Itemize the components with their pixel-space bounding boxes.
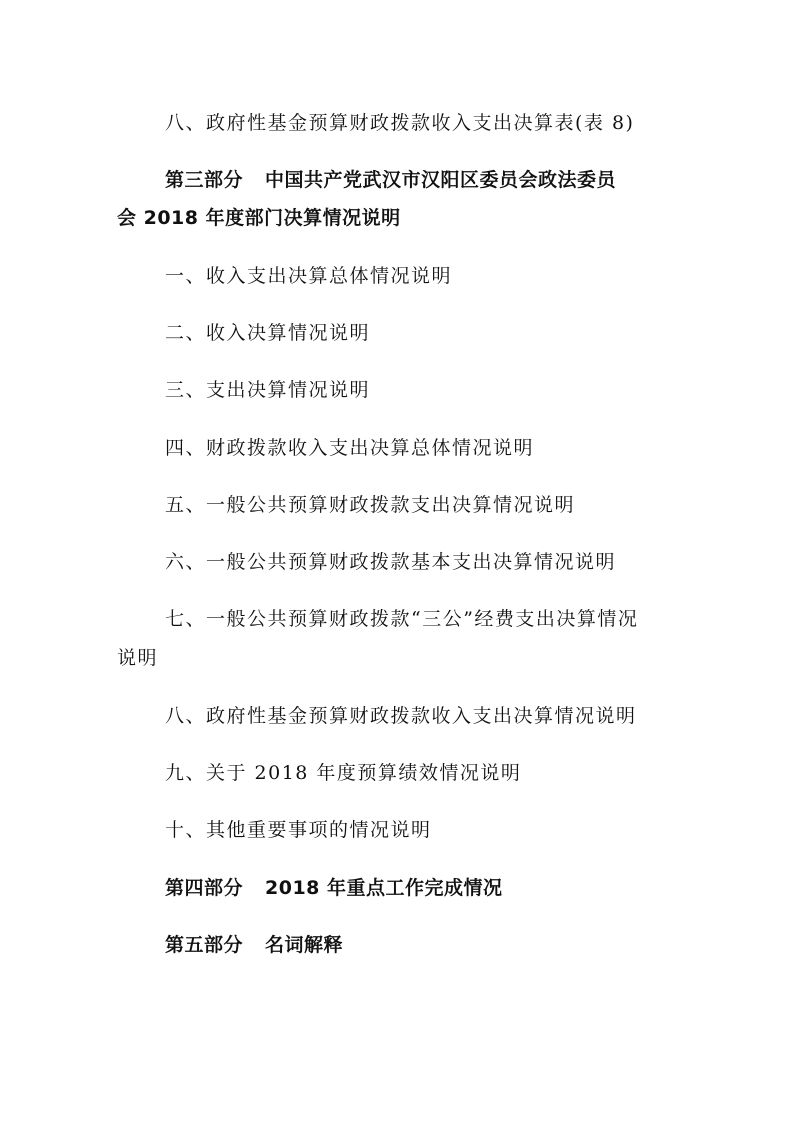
toc-item-5: 五、一般公共预算财政拨款支出决算情况说明 (165, 494, 576, 516)
toc-item-9: 九、关于 2018 年度预算绩效情况说明 (165, 762, 522, 784)
part5-label: 第五部分 (165, 934, 244, 956)
part3-title-line1: 中国共产党武汉市汉阳区委员会政法委员 (265, 169, 617, 191)
part3-heading (165, 168, 616, 192)
part3-title-line2: 会 2018 年度部门决算情况说明 (117, 207, 401, 229)
part4-label: 第四部分 (165, 877, 244, 899)
toc-item-table8: 八、政府性基金预算财政拨款收入支出决算表(表 8) (165, 112, 635, 134)
toc-item-4: 四、财政拨款收入支出决算总体情况说明 (165, 437, 535, 459)
toc-item-3: 三、支出决算情况说明 (165, 379, 371, 401)
part3-label: 第三部分 (165, 169, 244, 191)
toc-item-8: 八、政府性基金预算财政拨款收入支出决算情况说明 (165, 705, 637, 727)
toc-item-2: 二、收入决算情况说明 (165, 322, 371, 344)
toc-item-6: 六、一般公共预算财政拨款基本支出决算情况说明 (165, 551, 617, 573)
part4-title: 2018 年重点工作完成情况 (265, 877, 503, 899)
part4-heading (165, 876, 503, 900)
toc-item-7-continued: 说明 (117, 647, 159, 669)
part5-title: 名词解释 (265, 934, 344, 956)
toc-item-7: 七、一般公共预算财政拨款“三公”经费支出决算情况 (165, 608, 639, 630)
toc-item-1: 一、收入支出决算总体情况说明 (165, 265, 453, 287)
part5-heading (165, 933, 343, 957)
toc-item-10: 十、其他重要事项的情况说明 (165, 819, 432, 841)
